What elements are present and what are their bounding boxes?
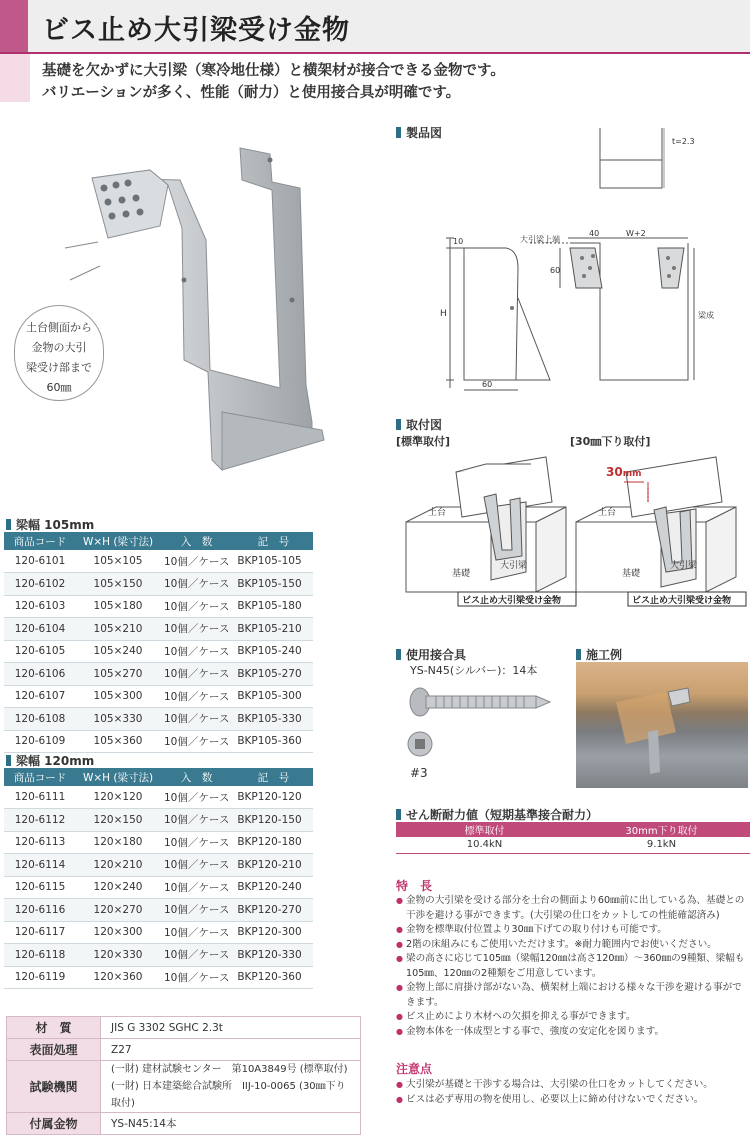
fastener-heading — [396, 646, 466, 663]
table-row — [4, 640, 313, 663]
col-header: W×H (梁寸法) — [76, 532, 160, 550]
table-row — [4, 831, 313, 854]
table-cell: 120-6102 — [4, 573, 76, 596]
table-row — [4, 685, 313, 708]
table-cell: 120-6115 — [4, 876, 76, 899]
table-cell: 10個／ケース — [160, 550, 233, 573]
beam-depth-label: 梁成 — [698, 311, 714, 320]
product-callout: ビス止め大引梁受け金物 — [632, 596, 732, 606]
table120 — [4, 768, 313, 989]
table-row — [4, 663, 313, 686]
table-cell: BKP120-210 — [233, 854, 313, 877]
standard-label: [標準取付] — [396, 435, 451, 448]
test-value — [101, 1061, 361, 1113]
col-header: 商品コード — [4, 532, 76, 550]
bit-size: #3 — [410, 766, 428, 780]
table-cell: 10個／ケース — [160, 921, 233, 944]
col-header: 記 号 — [233, 768, 313, 786]
table-row — [4, 876, 313, 899]
drawing-heading-label: 製品図 — [406, 126, 443, 140]
features-heading: 特 長 — [396, 879, 433, 893]
col-header: 入 数 — [160, 768, 233, 786]
table-cell: 120-6111 — [4, 786, 76, 809]
table-cell: 120-6116 — [4, 899, 76, 922]
table-cell: 120×120 — [76, 786, 160, 809]
table-cell: 120×300 — [76, 921, 160, 944]
fastener-name: YS-N45(シルバー)：14本 — [410, 664, 538, 677]
table-cell: 10個／ケース — [160, 944, 233, 967]
table-cell: 120-6113 — [4, 831, 76, 854]
intro-line: バリエーションが多く、性能（耐力）と使用接合具が明確です。 — [42, 85, 461, 101]
table-row — [4, 730, 313, 753]
feature-item: ● 2階の床組みにもご使用いただけます。※耐力範囲内でお使いください。 — [396, 938, 748, 953]
table-cell: BKP120-270 — [233, 899, 313, 922]
table-cell: BKP120-120 — [233, 786, 313, 809]
table-cell: 120-6114 — [4, 854, 76, 877]
col-header: 商品コード — [4, 768, 76, 786]
example-heading — [576, 646, 622, 663]
table-cell: 105×105 — [76, 550, 160, 573]
table-cell: BKP120-360 — [233, 966, 313, 989]
test-line: (一財) 日本建築総合試験所 IIJ-10-0065 (30㎜下り取付) — [111, 1081, 346, 1109]
title-underline — [0, 52, 750, 54]
table-cell: BKP120-330 — [233, 944, 313, 967]
table-cell: BKP105-210 — [233, 618, 313, 641]
beam-top-label: 大引梁上端 — [520, 235, 560, 244]
feature-item: ● 梁の高さに応じて105㎜（梁幅120㎜は高さ120㎜）～360㎜の9種類、梁幅も105㎜、120㎜の2種類をご用意しています。 — [396, 952, 748, 981]
dim-60-horizontal: 60 — [482, 380, 493, 389]
table-row — [4, 595, 313, 618]
finish-value: Z27 — [101, 1039, 361, 1061]
table105 — [4, 532, 313, 753]
table-cell: BKP105-240 — [233, 640, 313, 663]
shear-table — [396, 822, 750, 854]
callout-line: 土台側面から — [26, 321, 92, 334]
table-cell: 10個／ケース — [160, 966, 233, 989]
table-cell: 105×300 — [76, 685, 160, 708]
material-key: 材 質 — [7, 1017, 101, 1039]
install-heading — [396, 416, 442, 433]
table-cell: 120×360 — [76, 966, 160, 989]
dim-h: H — [440, 309, 447, 319]
table-cell: 120-6107 — [4, 685, 76, 708]
table-cell: 120-6103 — [4, 595, 76, 618]
page-title: ビス止め大引梁受け金物 — [42, 15, 350, 46]
table-cell: 10個／ケース — [160, 786, 233, 809]
callout-line: 60㎜ — [46, 381, 72, 394]
table-cell: 120-6112 — [4, 809, 76, 832]
foundation-label: 基礎 — [622, 569, 641, 579]
shear-col-header: 30mm下り取付 — [573, 822, 750, 837]
callout-line: 梁受け部まで — [26, 361, 92, 374]
title-bar — [0, 0, 750, 52]
table105-heading — [6, 516, 94, 533]
table-cell: 105×150 — [76, 573, 160, 596]
table-row — [4, 899, 313, 922]
table-cell: 120-6108 — [4, 708, 76, 731]
shear-col-header: 標準取付 — [396, 822, 573, 837]
table-cell: BKP105-300 — [233, 685, 313, 708]
table-cell: 10個／ケース — [160, 618, 233, 641]
sill-label: 土台 — [428, 508, 447, 518]
col-header: 入 数 — [160, 532, 233, 550]
table-cell: 120-6117 — [4, 921, 76, 944]
table-cell: BKP120-150 — [233, 809, 313, 832]
shear-value: 9.1kN — [573, 837, 750, 853]
table-row — [4, 550, 313, 573]
callout-line: 金物の大引 — [31, 341, 87, 354]
table120-heading-label: 梁幅 120mm — [16, 754, 95, 768]
table-cell: 120-6104 — [4, 618, 76, 641]
table-row — [4, 786, 313, 809]
beam-label: 大引梁 — [670, 561, 698, 571]
table-row — [4, 618, 313, 641]
table-row — [4, 854, 313, 877]
foundation-label: 基礎 — [452, 569, 471, 579]
table-cell: 105×240 — [76, 640, 160, 663]
product-drawing — [390, 118, 750, 403]
dim-w2: W+2 — [626, 229, 646, 238]
table-row — [4, 809, 313, 832]
down-value: 30mm — [606, 465, 642, 479]
table-cell: 10個／ケース — [160, 573, 233, 596]
intro-line: 基礎を欠かずに大引梁（寒冷地仕様）と横架材が接合できる金物です。 — [42, 63, 505, 79]
example-heading-label: 施工例 — [586, 648, 623, 662]
feature-item: ● ビス止めにより木材への欠損を抑える事ができます。 — [396, 1010, 748, 1025]
accessory-key: 付属金物 — [7, 1113, 101, 1135]
table-cell: 120-6105 — [4, 640, 76, 663]
test-key: 試験機関 — [7, 1061, 101, 1113]
test-line: (一財) 建材試験センター 第10A3849号 (標準取付) — [111, 1064, 348, 1075]
table105-heading-label: 梁幅 105mm — [16, 518, 95, 532]
table-cell: 120×210 — [76, 854, 160, 877]
intro-accent — [0, 54, 30, 102]
table-cell: 105×270 — [76, 663, 160, 686]
table-cell: 105×360 — [76, 730, 160, 753]
table-cell: BKP105-180 — [233, 595, 313, 618]
col-header: 記 号 — [233, 532, 313, 550]
table-cell: 105×210 — [76, 618, 160, 641]
title-accent — [0, 0, 28, 52]
table-cell: BKP105-270 — [233, 663, 313, 686]
intro-text — [42, 60, 505, 104]
screw-image — [400, 682, 560, 772]
caution-item: ● 大引梁が基礎と干渉する場合は、大引梁の仕口をカットしてください。 — [396, 1078, 748, 1093]
table-cell: 10個／ケース — [160, 876, 233, 899]
thickness-label: t=2.3 — [672, 137, 695, 146]
table-cell: 10個／ケース — [160, 809, 233, 832]
table-cell: BKP120-240 — [233, 876, 313, 899]
shear-value: 10.4kN — [396, 837, 573, 853]
fastener-heading-label: 使用接合具 — [406, 648, 467, 662]
table-cell: 120-6101 — [4, 550, 76, 573]
beam-label: 大引梁 — [500, 561, 528, 571]
table-cell: 120-6106 — [4, 663, 76, 686]
table-cell: 120-6109 — [4, 730, 76, 753]
feature-item: ● 金物上部に肩掛け部がない為、横架材上端における様々な干渉を避ける事ができます。 — [396, 981, 748, 1010]
finish-key: 表面処理 — [7, 1039, 101, 1061]
dim-60-vertical: 60 — [550, 266, 561, 275]
dim-10: 10 — [453, 237, 464, 246]
table-cell: 120×180 — [76, 831, 160, 854]
table120-heading — [6, 752, 94, 769]
table-row — [4, 966, 313, 989]
feature-item: ● 金物本体を一体成型とする事で、強度の安定化を図ります。 — [396, 1025, 748, 1040]
table-cell: 120-6118 — [4, 944, 76, 967]
material-value: JIS G 3302 SGHC 2.3t — [101, 1017, 361, 1039]
col-header: W×H (梁寸法) — [76, 768, 160, 786]
table-cell: 10個／ケース — [160, 831, 233, 854]
table-cell: 10個／ケース — [160, 708, 233, 731]
install-drawing — [396, 452, 750, 612]
table-cell: BKP105-360 — [233, 730, 313, 753]
table-cell: 120×270 — [76, 899, 160, 922]
table-cell: 105×180 — [76, 595, 160, 618]
cautions-list — [396, 1078, 748, 1107]
table-cell: 120×330 — [76, 944, 160, 967]
table-cell: 10個／ケース — [160, 730, 233, 753]
dim-40: 40 — [589, 229, 600, 238]
features-list — [396, 894, 748, 1039]
table-cell: BKP120-300 — [233, 921, 313, 944]
down-label: [30㎜下り取付] — [570, 435, 651, 448]
table-cell: 120×240 — [76, 876, 160, 899]
table-row — [4, 921, 313, 944]
table-cell: 120-6119 — [4, 966, 76, 989]
accessory-value: YS-N45:14本 — [101, 1113, 361, 1135]
feature-item: ● 金物を標準取付位置より30㎜下げての取り付けも可能です。 — [396, 923, 748, 938]
table-cell: 10個／ケース — [160, 685, 233, 708]
table-cell: BKP105-330 — [233, 708, 313, 731]
construction-photo-overlay — [576, 662, 748, 788]
table-cell: BKP120-180 — [233, 831, 313, 854]
table-cell: BKP105-105 — [233, 550, 313, 573]
table-cell: 120×150 — [76, 809, 160, 832]
sill-label: 土台 — [598, 508, 617, 518]
hero-callout-text — [14, 318, 104, 398]
shear-heading — [396, 806, 598, 823]
table-cell: 105×330 — [76, 708, 160, 731]
table-cell: BKP105-150 — [233, 573, 313, 596]
install-heading-label: 取付図 — [406, 418, 443, 432]
materials-table — [6, 1016, 361, 1135]
product-callout: ビス止め大引梁受け金物 — [462, 596, 562, 606]
table-cell: 10個／ケース — [160, 640, 233, 663]
table-cell: 10個／ケース — [160, 899, 233, 922]
table-cell: 10個／ケース — [160, 663, 233, 686]
cautions-heading: 注意点 — [396, 1062, 433, 1076]
shear-heading-label: せん断耐力値（短期基準接合耐力） — [406, 808, 599, 822]
table-row — [4, 944, 313, 967]
table-cell: 10個／ケース — [160, 595, 233, 618]
caution-item: ● ビスは必ず専用の物を使用し、必要以上に締め付けないでください。 — [396, 1093, 748, 1108]
table-row — [4, 573, 313, 596]
feature-item: ● 金物の大引梁を受ける部分を土台の側面より60㎜前に出している為、基礎との干渉を避ける事ができます。(大引梁の仕口をカットしての性能確認済み) — [396, 894, 748, 923]
table-cell: 10個／ケース — [160, 854, 233, 877]
table-row — [4, 708, 313, 731]
